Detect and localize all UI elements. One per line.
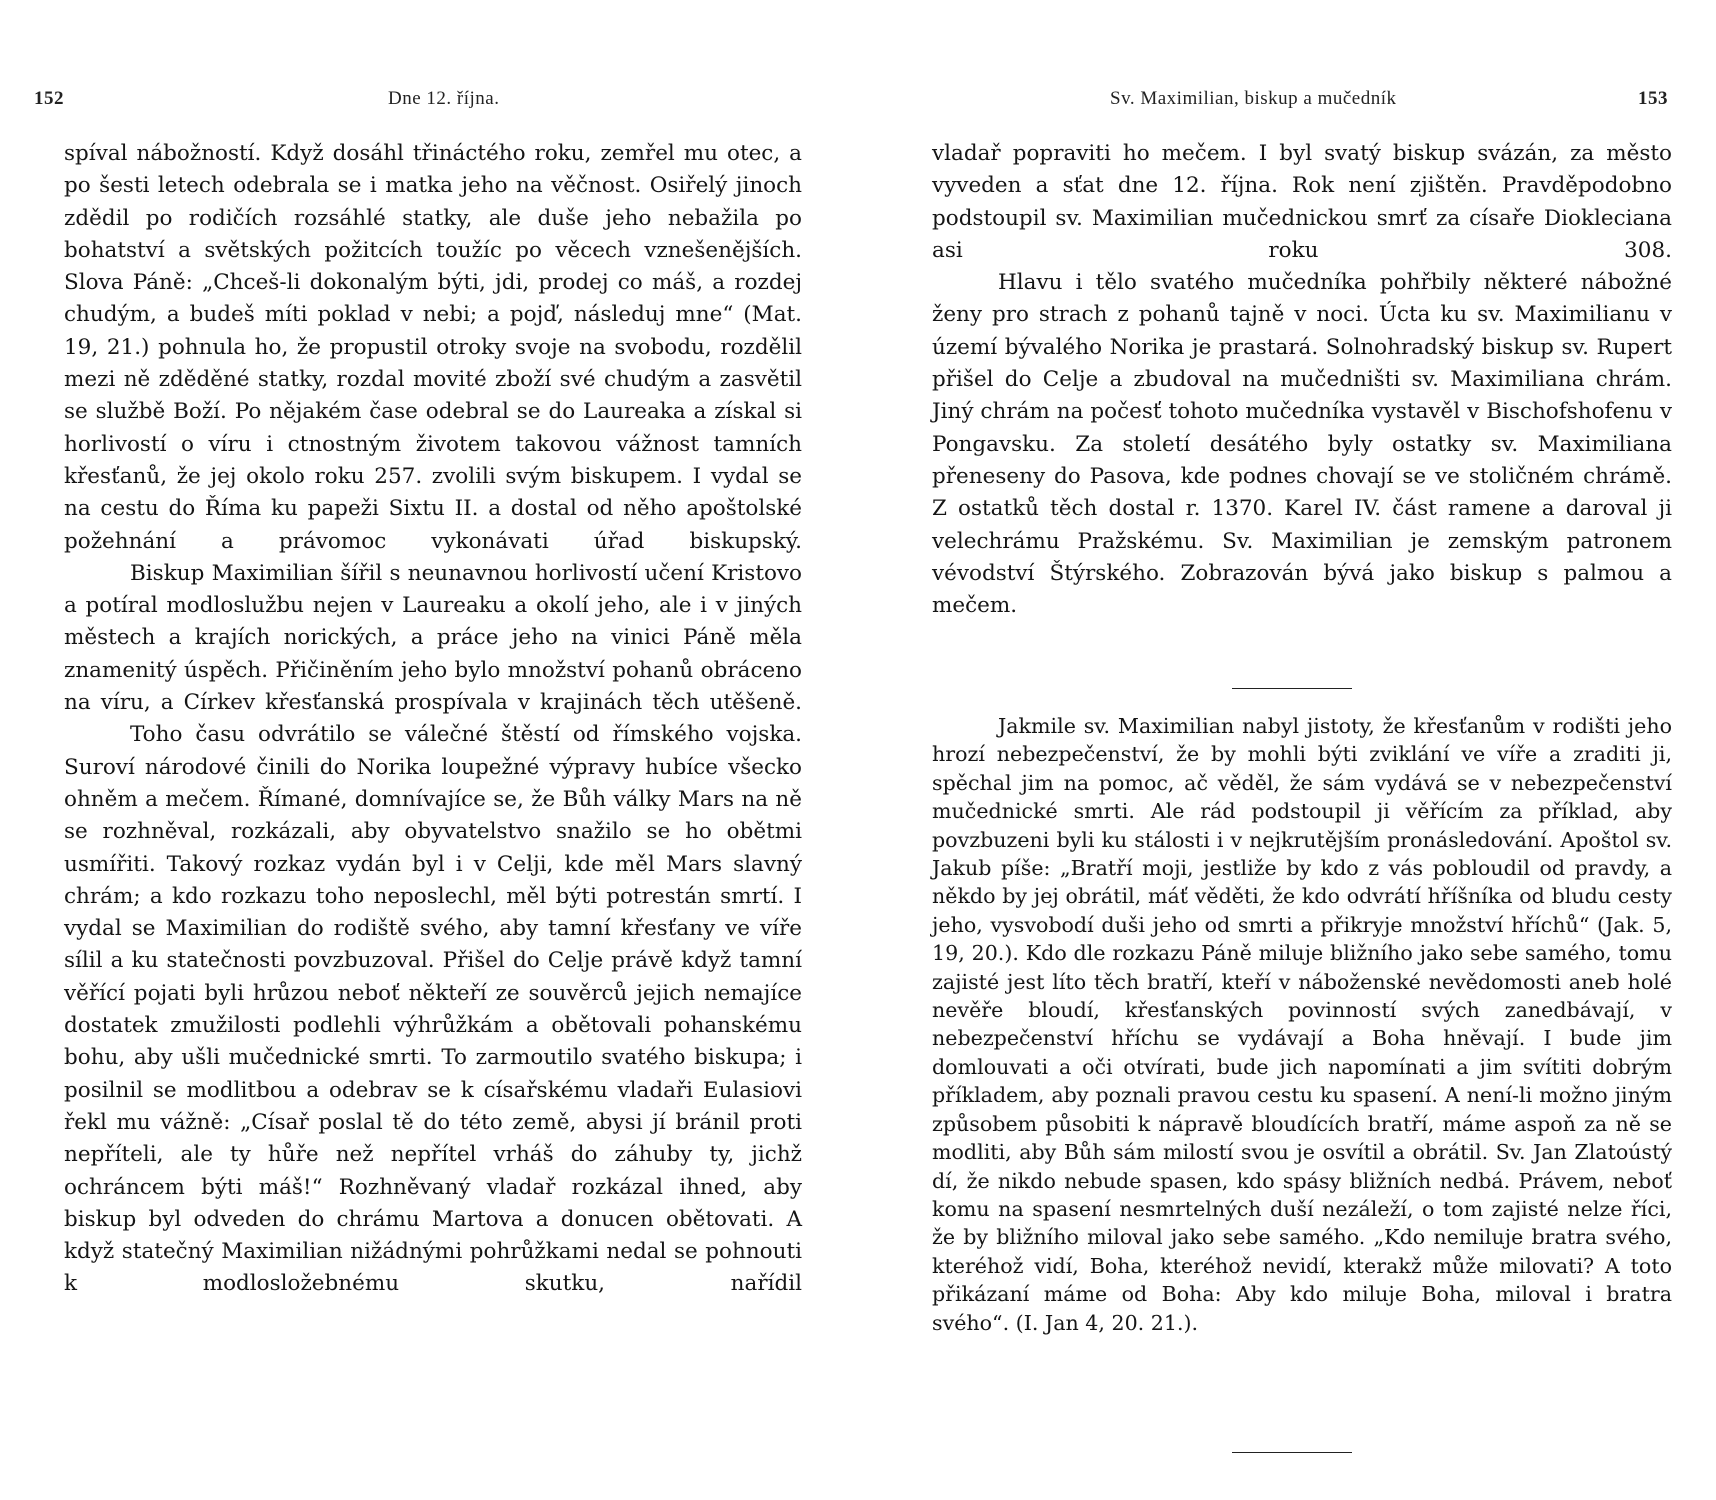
left-paragraph-1: spíval nábožností. Když dosáhl třináctého roku, zemřel mu otec, a po šesti letech odebrala se i matka jeho na věčnost. Osiřelý jinoch zdědil po rodičích rozsáhlé statky, ale duše jeho nebažila po bohatství a světských požitcích toužíc po věcech vznešenějších. Slova Páně: „Chceš-li dokonalým býti, jdi, prodej co máš, a rozdej chudým, a budeš míti poklad v nebi; a pojď, následuj mne“ (Mat. 19, 21.) pohnula ho, že propustil otroky svoje na svobodu, rozdělil mezi ně zděděné statky, rozdal movité zboží své chudým a zasvětil se službě Boží. Po nějakém čase odebral se do Laureaka a získal si horlivostí o víru i ctnostným životem takovou vážnost tamních křesťanů, že jej okolo roku 257. zvolili svým biskupem. I vydal se na cestu do Říma ku papeži Sixtu II. a dostal od něho apoštolské požehnání a právomoc vykonávati úřad biskupský. [64,141,802,554]
right-paragraph-3: Jakmile sv. Maximilian nabyl jistoty, že křesťanům v rodišti jeho hrozí nebezpečenství, že by mohli býti zviklání ve víře a zraditi ji, spěchal jim na pomoc, ač věděl, že sám vydává se v nebezpečenství mučednické smrti. Ale rád podstoupil ji věřícím za příklad, aby povzbuzeni byli ku stálosti i v nejkrutějším pronásledování. Apoštol sv. Jakub píše: „Bratří moji, jestliže by kdo z vás pobloudil od pravdy, a někdo by jej obrátil, máť věděti, že kdo odvrátí hříšníka od bludu cesty jeho, vysvobodí duši jeho od smrti a přikryje množství hříchů“ (Jak. 5, 19, 20.). Kdo dle rozkazu Páně miluje bližního jako sebe samého, tomu zajisté jest líto těch bratří, kteří v náboženské nevědomosti aneb holé nevěře bloudí, křesťanských povinností svých zanedbávají, v nebezpečenství hříchu se vydávají a Boha hněvají. I bude jim domlouvati a oči otvírati, bude jich napomínati a jim svítiti dobrým příkladem, aby poznali pravou cestu ku spasení. A není-li možno jiným způsobem působiti k nápravě bloudících bratří, máme aspoň za ně se modliti, aby Bůh sám milostí svou je osvítil a obrátil. Sv. Jan Zlatoústý dí, že nikdo nebude spasen, kdo spásy bližních nedbá. Právem, neboť komu na spasení nesmrtelných duší nezáleží, o tom zajisté nelze říci, že by bližního miloval jako sebe samého. „Kdo nemiluje bratra svého, kteréhož vidí, Boha, kteréhož nevidí, kterakž může milovati? A toto přikázaní máme od Boha: Aby kdo miluje Boha, miloval i bratra svého“. (I. Jan 4, 20. 21.). [932,714,1672,1335]
left-paragraph-3: Toho času odvrátilo se válečné štěstí od římského vojska. Suroví národové činili do Norika loupežné výpravy hubíce všecko ohněm a mečem. Římané, domnívajíce se, že Bůh války Mars na ně se rozhněval, rozkázali, aby obyvatelstvo snažilo se ho obětmi usmířiti. Takový rozkaz vydán byl i v Celji, kde měl Mars slavný chrám; a kdo rozkazu toho neposlechl, měl býti potrestán smrtí. I vydal se Maximilian do rodiště svého, aby tamní křesťany ve víře sílil a ku statečnosti povzbuzoval. Přišel do Celje právě když tamní věřící pojati byli hrůzou neboť někteří ze souvěrců jejich nemajíce dostatek zmužilosti podlehli výhrůžkám a obětovali pohanskému bohu, aby ušli mučednické smrti. To zarmoutilo svatého biskupa; i posilnil se modlitbou a odebrav se k císařskému vladaři Eulasiovi řekl mu vážně: „Císař poslal tě do této země, abysi jí bránil proti nepříteli, ale ty hůře než nepřítel vrháš do záhuby ty, jichž ochráncem býti máš!“ Rozhněvaný vladař rozkázal ihned, aby biskup byl odveden do chrámu Martova a donucen obětovati. A když statečný Maximilian nižádnými pohrůžkami nedal se pohnouti k modlosložebnému skutku, nařídil [64,722,802,1297]
right-page [858,0,1716,1500]
end-divider-rule [1232,1452,1352,1453]
left-page-number: 152 [34,88,64,109]
right-text-block-bottom [932,712,1672,1337]
right-running-head: Sv. Maximilian, biskup a mučedník [1110,88,1397,109]
right-paragraph-2: Hlavu i tělo svatého mučedníka pohřbily některé nábožné ženy pro strach z pohanů tajně v noci. Úcta ku sv. Maximilianu v území bývalého Norika je prastará. Solnohradský biskup sv. Rupert přišel do Celje a zbudoval na mučedništi sv. Maximiliana chrám. Jiný chrám na počesť tohoto mučedníka vystavěl v Bischofshofenu v Pongavsku. Za století desátého byly ostatky sv. Maximiliana přeneseny do Pasova, kde podnes chovají se ve stoličném chrámě. Z ostatků těch dostal r. 1370. Karel IV. část ramene a daroval ji velechrámu Pražskému. Sv. Maximilian je zemským patronem vévodství Štýrského. Zobrazován bývá jako biskup s palmou a mečem. [932,270,1672,619]
left-text-block [64,138,802,1301]
left-paragraph-2: Biskup Maximilian šířil s neunavnou horlivostí učení Kristovo a potíral modloslužbu nejen v Laureaku a okolí jeho, ale i v jiných městech a krajích norických, a práce jeho na vinici Páně měla znamenitý úspěch. Přičiněním jeho bylo množství pohanů obráceno na víru, a Církev křesťanská prospívala v krajinách těch utěšeně. [64,560,802,716]
section-divider-rule [1232,688,1352,689]
right-paragraph-1: vladař popraviti ho mečem. I byl svatý biskup svázán, za město vyveden a sťat dne 12. října. Rok není zjištěn. Pravděpodobno podstoupil sv. Maximilian mučednickou smrť za císaře Diokleciana asi roku 308. [932,141,1672,263]
right-text-block-top [932,138,1672,622]
right-page-number: 153 [1638,88,1668,109]
left-running-head: Dne 12. října. [388,88,500,109]
